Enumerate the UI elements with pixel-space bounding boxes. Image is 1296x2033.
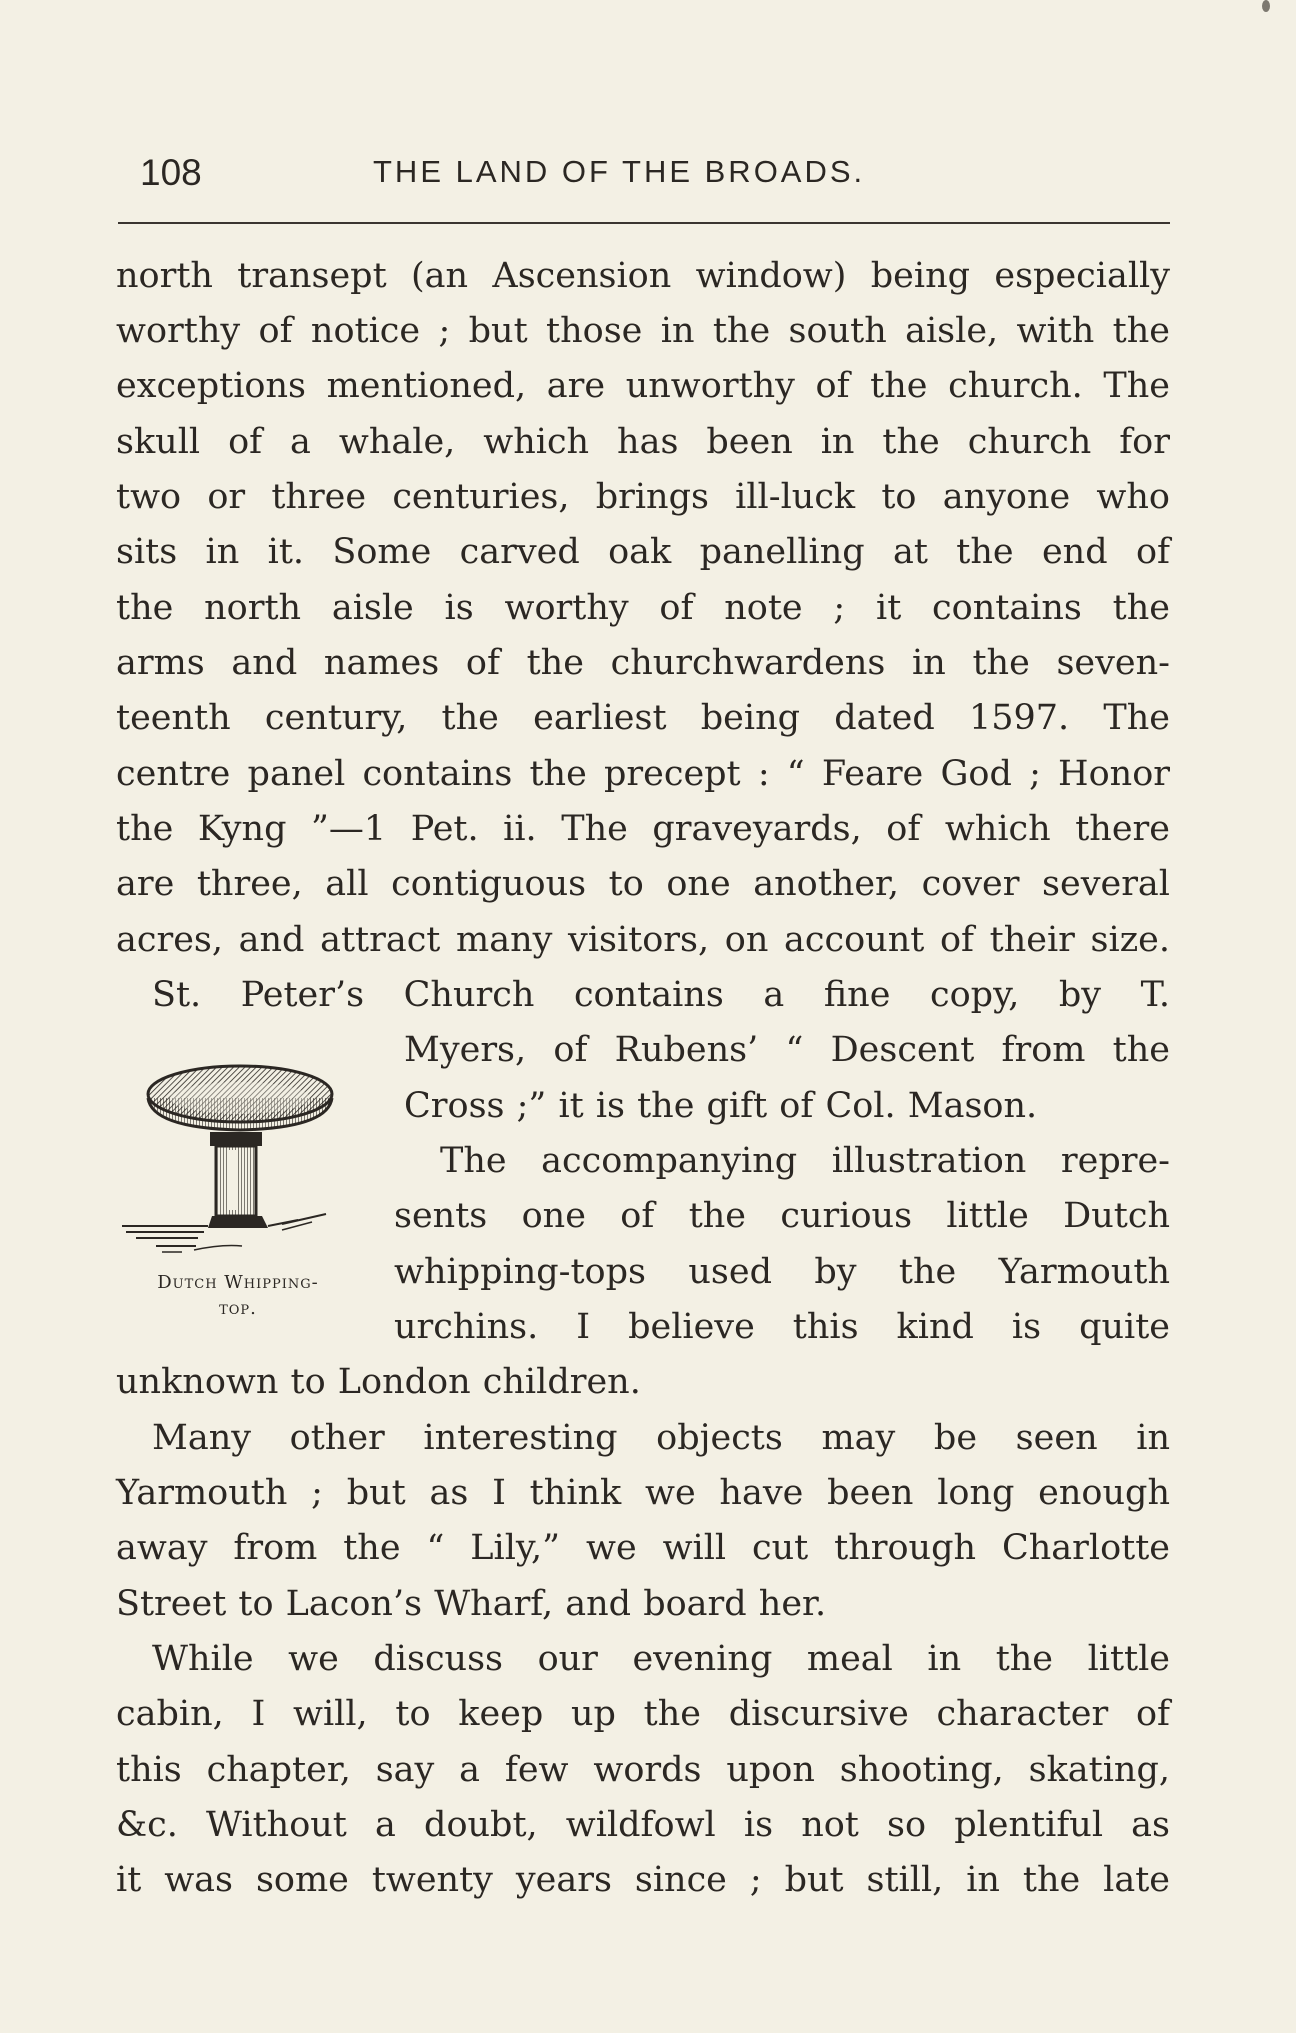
text-line: it was some twenty years since ; but still, in the late [116,1860,1170,1900]
header-rule [118,222,1170,224]
text-line: north transept (an Ascension window) being especially [116,256,1170,296]
text-line: away from the “ Lily,” we will cut through Charlotte [116,1528,1170,1568]
caption-line: Dutch Whipping- [157,1272,319,1293]
text-line: Many other interesting objects may be seen in [152,1418,1170,1458]
text-line: worthy of notice ; but those in the south aisle, with the [116,311,1170,351]
text-line: skull of a whale, which has been in the church for [116,422,1170,462]
text-line: unknown to London children. [116,1362,641,1402]
page-number: 108 [140,152,202,193]
text-line: teenth century, the earliest being dated 1597. The [116,698,1170,738]
text-line: sents one of the curious little Dutch [394,1196,1170,1236]
text-line: this chapter, say a few words upon shooting, skating, [116,1750,1170,1790]
text-line: the Kyng ”—1 Pet. ii. The graveyards, of which there [116,809,1170,849]
running-title: THE LAND OF THE BROADS. [373,154,866,189]
text-line: Myers, of Rubens’ “ Descent from the [404,1030,1170,1070]
ink-speck [1262,0,1270,12]
text-line: cabin, I will, to keep up the discursive character of [116,1694,1170,1734]
text-line: arms and names of the churchwardens in the seven- [116,643,1170,683]
whipping-top-illustration [112,1058,362,1258]
text-line: are three, all contiguous to one another, cover several [116,864,1170,904]
text-line: The accompanying illustration repre- [440,1141,1170,1181]
text-line: acres, and attract many visitors, on account of their size. [116,920,1170,960]
text-line: the north aisle is worthy of note ; it contains the [116,588,1170,628]
text-line: centre panel contains the precept : “ Feare God ; Honor [116,754,1170,794]
figure-caption [108,1270,368,1322]
text-line: Cross ;” it is the gift of Col. Mason. [404,1086,1038,1126]
text-line: two or three centuries, brings ill-luck to anyone who [116,477,1170,517]
text-line: St. Peter’s Church contains a fine copy, by T. [152,975,1170,1015]
caption-line: top. [219,1298,257,1319]
text-line: sits in it. Some carved oak panelling at the end of [116,532,1170,572]
text-line: &c. Without a doubt, wildfowl is not so plentiful as [116,1805,1170,1845]
text-line: exceptions mentioned, are unworthy of the church. The [116,366,1170,406]
text-line: whipping-tops used by the Yarmouth [394,1252,1170,1292]
text-line: urchins. I believe this kind is quite [394,1307,1170,1347]
text-line: While we discuss our evening meal in the little [152,1639,1170,1679]
text-line: Street to Lacon’s Wharf, and board her. [116,1584,827,1624]
page-header [118,152,1178,202]
text-line: Yarmouth ; but as I think we have been long enough [116,1473,1170,1513]
